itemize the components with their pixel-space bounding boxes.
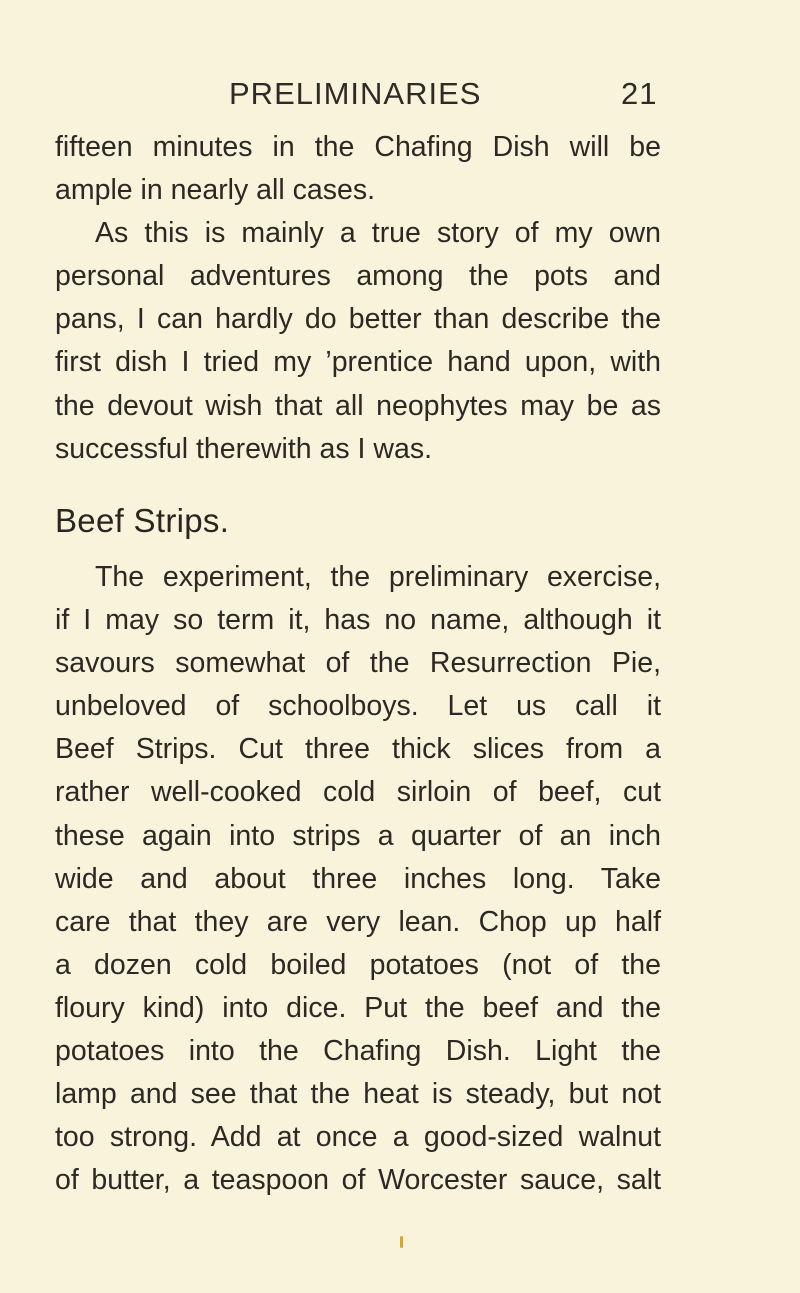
text-line: lamp and see that the heat is steady, but not [55,1078,661,1111]
text-line: a dozen cold boiled potatoes (not of the [55,948,661,981]
text-line: pans, I can hardly do better than describe the [55,303,661,336]
text-line: rather well-cooked cold sirloin of beef, cut [55,776,661,809]
text-line: As this is mainly a true story of my own [95,217,661,250]
text-line: the devout wish that all neophytes may be as [55,389,661,422]
paper-speck [400,1236,403,1248]
text-line: savours somewhat of the Resurrection Pie, [55,647,661,680]
text-line: ample in nearly all cases. [55,174,375,207]
text-line: wide and about three inches long. Take [55,862,661,895]
text-line: these again into strips a quarter of an inch [55,819,661,852]
page-number: 21 [621,76,658,111]
text-line: unbeloved of schoolboys. Let us call it [55,690,661,723]
text-line: potatoes into the Chafing Dish. Light the [55,1035,661,1068]
text-line: fifteen minutes in the Chafing Dish will be [55,131,661,163]
running-head [0,76,800,116]
text-line: successful therewith as I was. [55,432,432,465]
text-line: if I may so term it, has no name, although it [55,604,661,637]
text-line: floury kind) into dice. Put the beef and the [55,991,661,1024]
section-heading: Beef Strips. [55,502,230,539]
text-line: too strong. Add at once a good-sized walnut [55,1121,661,1154]
text-line: Beef Strips. Cut three thick slices from a [55,733,661,766]
text-line: The experiment, the preliminary exercise, [95,561,661,593]
recipe-paragraph [55,556,661,1202]
text-line: of butter, a teaspoon of Worcester sauce, salt [55,1164,661,1197]
text-line: care that they are very lean. Chop up half [55,905,661,938]
text-line: first dish I tried my ’prentice hand upon, with [55,346,661,379]
intro-paragraph [55,126,661,471]
running-title: PRELIMINARIES [229,76,482,111]
text-line: personal adventures among the pots and [55,260,661,293]
